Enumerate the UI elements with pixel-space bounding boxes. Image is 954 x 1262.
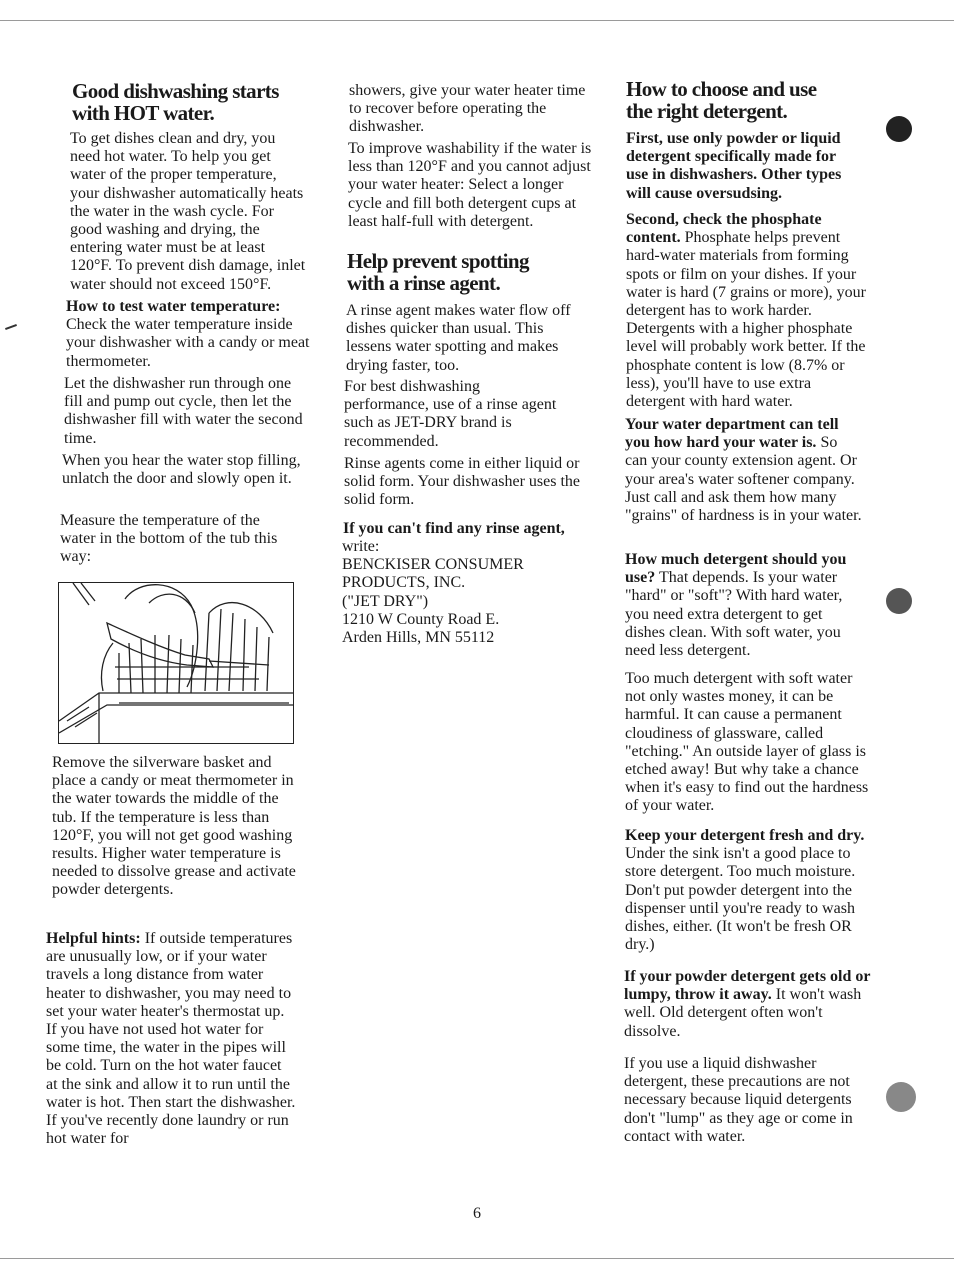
address-line-1: BENCKISER CONSUMER xyxy=(342,556,524,574)
heading-hot-water xyxy=(72,80,312,124)
binder-hole-top xyxy=(886,116,912,142)
heading-line-1: Good dishwashing starts xyxy=(72,79,279,103)
phosphate-title: Second, check the phosphate content. xyxy=(626,211,822,247)
test-temperature-paragraph xyxy=(66,298,310,371)
phosphate-paragraph xyxy=(626,211,872,411)
helpful-hints-title: Helpful hints: xyxy=(46,930,141,947)
water-department-body: So can your county extension agent. Or your area's water softener company. Just call and ask them how many "grains" of hardness is in your water. xyxy=(625,434,862,525)
binder-hole-bottom xyxy=(886,1082,916,1112)
heading-line-1: How to choose and use xyxy=(626,77,817,101)
old-detergent-body: It won't wash well. Old detergent often won't dissolve. xyxy=(624,986,862,1040)
water-department-paragraph xyxy=(625,416,863,525)
old-detergent-title: If your powder detergent gets old or lumpy, throw it away. xyxy=(624,968,871,1004)
page-number: 6 xyxy=(473,1205,481,1222)
too-much-detergent-paragraph: Too much detergent with soft water not only wastes money, it can be harmful. It can cause a permanent cloudiness of glassware, called "etching." An outside layer of glass is etched away! But why take a chance when it's easy to find out the hardness of your water. xyxy=(625,670,869,815)
phosphate-body: Phosphate helps prevent hard-water materials from forming spots or film on your dishes. If your water is hard (7 grains or more), your detergent has to work harder. Detergents with a higher phosphate level will probably work better. If the phosphate content is low (8.7% or less), you'll have to use extra detergent with hard water. xyxy=(626,229,866,411)
how-much-detergent-paragraph xyxy=(625,551,865,660)
water-stop-paragraph: When you hear the water stop filling, unlatch the door and slowly open it. xyxy=(62,452,301,488)
heading-line-2: with HOT water. xyxy=(72,101,215,125)
address-write: write: xyxy=(342,538,380,555)
how-much-detergent-body: That depends. Is your water "hard" or "soft"? With hard water, you need extra detergent to get dishes clean. With soft water, you need less detergent. xyxy=(625,569,843,660)
address-line-2: PRODUCTS, INC. xyxy=(342,574,466,592)
fill-cycle-paragraph: Let the dishwasher run through one fill and pump out cycle, then let the dishwasher fill with water the second time. xyxy=(64,375,303,447)
helpful-hints-body: If outside temperatures are unusually low, or if your water travels a long distance from water heater to dishwasher, you may need to set your water heater's thermostat up. If you have not used hot water for some time, the water in the pipes will be cold. Turn on the hot water faucet at the sink and allow it to run until the water is hot. Then start the dishwasher. If you've recently done laundry or run hot water for xyxy=(46,930,296,1148)
remove-basket-paragraph: Remove the silverware basket and place a candy or meat thermometer in the water towards the middle of the tub. If the temperature is less than 120°F, you will not get good washing results. Higher water temperature is needed to dissolve grease and activate powder detergents. xyxy=(52,754,296,899)
old-detergent-paragraph xyxy=(624,968,872,1041)
rinse-agent-paragraph: A rinse agent makes water flow off dishes quicker than usual. This lessens water spotting and makes drying faster, too. xyxy=(346,302,571,374)
test-temperature-title: How to test water temperature: xyxy=(66,298,281,315)
heading-line-1: Help prevent spotting xyxy=(347,249,529,273)
top-rule xyxy=(0,20,954,21)
keep-fresh-paragraph xyxy=(625,827,871,954)
test-temperature-body: Check the water temperature inside your dishwasher with a candy or meat thermometer. xyxy=(66,316,310,370)
heading-line-2: with a rinse agent. xyxy=(347,271,501,295)
dishwasher-thermometer-illustration xyxy=(58,582,294,744)
address-line-4: 1210 W County Road E. xyxy=(342,610,500,628)
keep-fresh-body: Under the sink isn't a good place to store detergent. Too much moisture. Don't put powder detergent into the dispenser until you're ready to wash dishes, either. (It won't be fresh OR dry.) xyxy=(625,845,856,954)
margin-mark xyxy=(5,324,17,330)
showers-continued-paragraph: showers, give your water heater time to recover before operating the dishwasher. xyxy=(349,82,586,136)
helpful-hints-paragraph xyxy=(46,930,296,1148)
first-use-paragraph: First, use only powder or liquid detergent specifically made for use in dishwashers. Other types will cause oversudsing. xyxy=(626,130,842,202)
best-performance-paragraph: For best dishwashing performance, use of a rinse agent such as JET-DRY brand is recommended. xyxy=(344,378,557,450)
intro-paragraph: To get dishes clean and dry, you need hot water. To help you get water of the proper temperature, your dishwasher automatically heats the water in the wash cycle. For good washing and drying, the entering water must be at least 120°F. To prevent dish damage, inlet water should not exceed 150°F. xyxy=(70,130,306,293)
measure-paragraph: Measure the temperature of the water in the bottom of the tub this way: xyxy=(60,512,278,566)
liquid-detergent-paragraph: If you use a liquid dishwasher detergent, these precautions are not necessary because liquid detergents don't "lump" as they age or come in contact with water. xyxy=(624,1055,853,1145)
rinse-forms-paragraph: Rinse agents come in either liquid or solid form. Your dishwasher uses the solid form. xyxy=(344,455,580,509)
bottom-rule xyxy=(0,1258,954,1259)
keep-fresh-title: Keep your detergent fresh and dry. xyxy=(625,827,865,844)
address-line-5: Arden Hills, MN 55112 xyxy=(342,629,495,647)
heading-rinse-agent xyxy=(347,250,591,294)
cant-find-rinse-title: If you can't find any rinse agent, xyxy=(343,520,565,537)
how-much-detergent-title: How much detergent should you use? xyxy=(625,551,847,587)
improve-washability-paragraph: To improve washability if the water is less than 120°F and you cannot adjust your water heater: Select a longer cycle and fill both detergent cups at least half-full with detergent. xyxy=(348,140,592,230)
heading-line-2: the right detergent. xyxy=(626,99,788,123)
dishwasher-rack-drawing xyxy=(59,583,293,743)
heading-detergent xyxy=(626,78,874,122)
water-department-title: Your water department can tell you how hard your water is. xyxy=(625,416,839,452)
mailing-address xyxy=(342,538,592,647)
address-line-3: ("JET DRY") xyxy=(342,592,429,610)
binder-hole-middle xyxy=(886,588,912,614)
